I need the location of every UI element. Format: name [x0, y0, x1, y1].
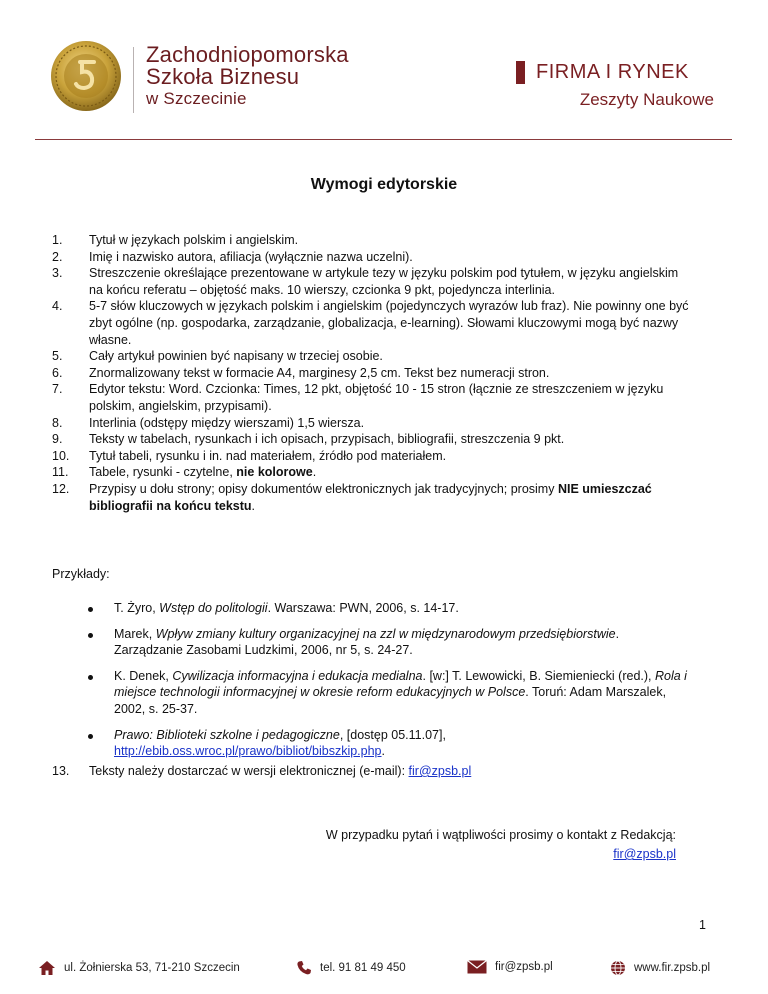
footer-address-text: ul. Żołnierska 53, 71-210 Szczecin — [64, 962, 240, 974]
e4-link[interactable]: http://ebib.oss.wroc.pl/prawo/bibliot/bibszkip.php — [114, 744, 382, 759]
example-text — [114, 668, 688, 718]
example-text — [114, 600, 688, 617]
e1-title: Wstęp do politologii — [159, 601, 268, 615]
school-name-line3: w Szczecinie — [146, 89, 247, 108]
bullet-icon — [88, 727, 114, 760]
item-text: 5-7 słów kluczowych w językach polskim i angielskim (pojedynczych wyrazów lub fraz). Nie powinny one być zbyt ogólne (np. gospodarka, zarządzanie, globalizacja, e-learning). Słowami kluczowymi mogą być nazwy własne. — [89, 299, 689, 347]
item-number: 5. — [52, 349, 63, 364]
item-number: 12. — [52, 481, 70, 496]
e2-title: Wpływ zmiany kultury organizacyjnej na zzl w międzynarodowym przedsiębiorstwie — [155, 626, 616, 641]
item12-end: . — [251, 498, 256, 513]
item12-text: Przypisy u dołu strony; opisy dokumentów elektronicznych jak tradycyjnych; prosimy — [89, 481, 558, 496]
brand-bar — [516, 61, 525, 84]
item-number: 10. — [52, 448, 70, 463]
e3-author: K. Denek, — [114, 668, 173, 683]
example-item — [88, 626, 688, 659]
item-number: 1. — [52, 233, 63, 247]
school-name-line2: Szkoła Biznesu — [146, 64, 300, 89]
e4-end: . — [381, 744, 385, 759]
submission-email-link[interactable]: fir@zpsb.pl — [408, 764, 472, 778]
item-text — [89, 763, 471, 780]
header-rule — [35, 139, 732, 140]
e3-title2: Rola i miejsce technologii informacyjnej w okresie reform edukacyjnych w Polsce — [114, 668, 687, 700]
example-item — [88, 600, 688, 617]
e2-author: Marek, — [114, 626, 156, 641]
item-text: Znormalizowany tekst w formacie A4, marginesy 2,5 cm. Tekst bez numeracji stron. — [89, 365, 550, 380]
contact-block — [326, 826, 676, 864]
item-number: 4. — [52, 299, 63, 314]
requirements-list — [52, 232, 692, 514]
list-item — [52, 448, 692, 465]
examples-label: Przykłady: — [52, 567, 110, 581]
item-number: 13. — [52, 764, 70, 778]
contact-text: W przypadku pytań i wątpliwości prosimy o kontakt z Redakcją: — [325, 828, 676, 842]
document-title: Wymogi edytorskie — [310, 176, 458, 193]
footer-email-link[interactable]: fir@zpsb.pl — [495, 961, 553, 973]
item11-text: Tabele, rysunki - czytelne, — [89, 465, 237, 480]
e1-author: T. Żyro, — [114, 601, 160, 615]
list-item — [52, 365, 692, 382]
logo-divider — [133, 47, 134, 113]
item-number: 3. — [52, 266, 63, 281]
list-item — [52, 431, 692, 448]
school-name-line1: Zachodniopomorska — [146, 42, 349, 67]
item-text: Imię i nazwisko autora, afiliacja (wyłącznie nazwa uczelni). — [89, 249, 413, 264]
e3-rest: . Toruń: Adam Marszalek, 2002, s. 25-37. — [114, 685, 667, 716]
example-item — [88, 668, 688, 718]
item-text: Streszczenie określające prezentowane w artykule tezy w języku polskim pod tytułem, w języku angielskim na końcu referatu – objętość maks. 10 wierszy, czcionka 9 pkt, pojedyncza interlinia. — [89, 266, 679, 297]
bullet-icon — [88, 600, 114, 617]
globe-icon — [610, 960, 626, 976]
bullet-icon — [88, 668, 114, 718]
item-text: Cały artykuł powinien być napisany w trzeciej osobie. — [89, 349, 383, 364]
footer — [0, 956, 768, 986]
list-item — [52, 381, 692, 414]
item-number: 6. — [52, 365, 63, 380]
list-item — [52, 415, 692, 432]
footer-phone-text: tel. 91 81 49 450 — [320, 962, 406, 974]
example-text — [114, 727, 688, 760]
contact-email-link[interactable]: fir@zpsb.pl — [613, 847, 676, 861]
example-text — [114, 626, 688, 659]
item12-bold1: NIE umieszczać — [557, 481, 652, 496]
item-text: Tytuł tabeli, rysunku i in. nad materiałem, źródło pod materiałem. — [89, 448, 447, 463]
list-item — [52, 298, 692, 348]
footer-address — [38, 960, 240, 976]
item13-text: Teksty należy dostarczać w wersji elektronicznej (e-mail): — [89, 764, 409, 778]
item-number: 2. — [52, 249, 63, 264]
phone-icon — [296, 960, 312, 976]
item-text: Tytuł w językach polskim i angielskim. — [89, 233, 299, 247]
e2-rest: . Zarządzanie Zasobami Ludzkimi, 2006, nr 5, s. 24-27. — [114, 626, 620, 658]
e3-mid: . [w:] T. Lewowicki, B. Siemieniecki (red.), — [422, 668, 655, 683]
item11-bold: nie kolorowe — [236, 465, 313, 480]
home-icon — [38, 960, 56, 976]
item-number: 9. — [52, 432, 63, 447]
school-name — [146, 44, 349, 109]
examples-list — [88, 600, 688, 769]
list-item — [52, 481, 692, 514]
example-item — [88, 727, 688, 760]
list-item — [52, 249, 692, 266]
list-item — [52, 265, 692, 298]
journal-title: FIRMA I RYNEK — [536, 61, 689, 83]
bullet-icon — [88, 626, 114, 659]
item-number: 8. — [52, 415, 63, 430]
item11-end: . — [312, 465, 317, 480]
footer-email — [467, 960, 553, 974]
e4-title: Prawo: Biblioteki szkolne i pedagogiczne — [114, 727, 340, 742]
list-item — [52, 348, 692, 365]
footer-website-link[interactable]: www.fir.zpsb.pl — [634, 962, 711, 974]
item-text — [89, 481, 692, 514]
item-text: Teksty w tabelach, rysunkach i ich opisach, przypisach, bibliografii, streszczenia 9 pkt. — [89, 432, 565, 447]
e1-rest: . Warszawa: PWN, 2006, s. 14-17. — [267, 601, 459, 615]
item-number: 7. — [52, 382, 63, 397]
item-text: Interlinia (odstępy między wierszami) 1,5 wiersza. — [89, 415, 365, 430]
page-number: 1 — [699, 918, 706, 932]
list-item — [52, 232, 692, 249]
e3-title1: Cywilizacja informacyjna i edukacja medialna — [172, 668, 423, 683]
footer-website — [610, 960, 710, 976]
list-item — [52, 763, 692, 780]
item-text: Edytor tekstu: Word. Czcionka: Times, 12 pkt, objętość 10 - 15 stron (łącznie ze streszczeniem w języku polskim, angielskim, przypisami). — [89, 382, 664, 413]
item-text — [89, 464, 692, 481]
footer-phone — [296, 960, 406, 976]
journal-subtitle: Zeszyty Naukowe — [579, 90, 714, 109]
item12-bold2: bibliografii na końcu tekstu — [89, 498, 252, 513]
e4-access: , [dostęp 05.11.07], — [339, 727, 446, 742]
mail-icon — [467, 960, 487, 974]
school-emblem-icon — [50, 40, 122, 112]
item-number: 11. — [52, 465, 69, 480]
list-item — [52, 464, 692, 481]
